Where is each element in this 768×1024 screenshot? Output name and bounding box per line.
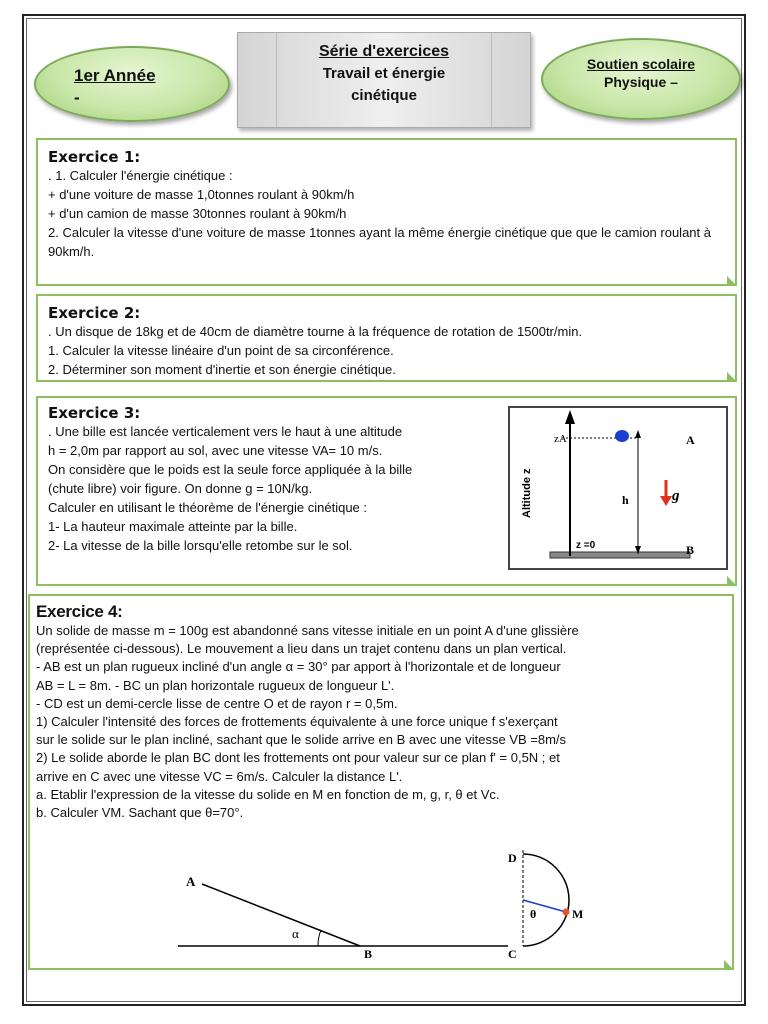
exercise-4-box (28, 594, 734, 970)
semicircle-track (523, 854, 569, 946)
theta-label: θ (530, 907, 537, 921)
exercise-4-line: AB = L = 8m. - BC un plan horizontale rugueux de longueur L'. (36, 677, 395, 693)
point-a-label: A (186, 874, 196, 889)
exercise-3-figure (508, 406, 728, 570)
exercise-2-line: . Un disque de 18kg et de 40cm de diamètre tourne à la fréquence de rotation de 1500tr/min. (48, 324, 583, 339)
point-b-label: B (686, 543, 695, 557)
height-arrow-top (635, 430, 641, 438)
inclined-plane (202, 884, 360, 946)
page-fold-corner (724, 960, 734, 970)
exercise-2-box (36, 294, 737, 382)
exercise-2-line: 2. Déterminer son moment d'inertie et son énergie cinétique. (48, 362, 396, 377)
page-fold-corner (727, 276, 737, 286)
page-fold-corner (727, 576, 737, 586)
subject-badge (541, 38, 741, 120)
h-label: h (622, 493, 629, 507)
subject-name: Physique – (604, 74, 678, 90)
exercise-1-box (36, 138, 737, 286)
alpha-label: α (292, 926, 299, 941)
exercise-1-line: + d'une voiture de masse 1,0tonnes roulant à 90km/h (48, 187, 355, 202)
z-a-label: zA (554, 433, 567, 445)
point-b-label: B (364, 947, 373, 958)
gravity-arrow-head (660, 496, 672, 506)
axis-arrow-head (565, 410, 575, 424)
point-a-label: A (686, 433, 695, 447)
exercise-3-line: 1- La hauteur maximale atteinte par la bille. (48, 519, 298, 534)
ball (615, 430, 629, 442)
exercise-1-line: . 1. Calculer l'énergie cinétique : (48, 168, 233, 183)
title-box-divider (276, 33, 277, 127)
exercise-4-figure (178, 850, 588, 958)
series-title-box (237, 32, 531, 128)
exercise-3-line: . Une bille est lancée verticalement vers le haut à une altitude (48, 424, 403, 439)
series-subtitle-2: cinétique (351, 87, 417, 104)
angle-arc (318, 930, 321, 946)
series-title: Série d'exercices (318, 43, 450, 60)
level-title: 1er Année (74, 66, 156, 85)
g-label: g (672, 488, 680, 504)
exercise-3-title: Exercice 3: (48, 404, 141, 422)
exercise-4-line: Un solide de masse m = 100g est abandonné sans vitesse initiale en un point A d'une glissière (36, 623, 579, 638)
page-fold-corner (727, 372, 737, 382)
exercise-4-line: b. Calculer VM. Sachant que θ=70°. (36, 805, 244, 821)
exercise-3-line: Calculer en utilisant le théorème de l'énergie cinétique : (48, 500, 368, 515)
exercise-1-title: Exercice 1: (48, 148, 141, 166)
point-m (563, 909, 570, 916)
exercise-2-line: 1. Calculer la vitesse linéaire d'un point de sa circonférence. (48, 343, 394, 358)
exercise-4-line: - CD est un demi-cercle lisse de centre O et de rayon r = 0,5m. (36, 695, 398, 711)
exercise-4-title: Exercice 4: (36, 602, 123, 621)
exercise-1-line: + d'un camion de masse 30tonnes roulant à 90km/h (48, 206, 347, 221)
exercise-4-line: arrive en C avec une vitesse VC = 6m/s. Calculer la distance L'. (36, 768, 403, 784)
exercise-4-line: sur le solide sur le plan incliné, sachant que le solide arrive en B avec une vitesse VB =8m/s (36, 732, 567, 748)
exercise-4-line: 1) Calculer l'intensité des forces de frottements équivalente à une force unique f s'exerçant (36, 714, 558, 730)
level-badge (34, 46, 230, 122)
exercise-4-line: 2) Le solide aborde le plan BC dont les frottements ont pour valeur sur ce plan f' = 0,5N ; et (36, 750, 560, 766)
exercise-3-line: On considère que le poids est la seule force appliquée à la bille (48, 462, 413, 477)
point-d-label: D (508, 851, 517, 865)
axis-label: Altitude z (521, 468, 533, 518)
z-zero-label: z =0 (576, 540, 596, 551)
exercise-3-line: 2- La vitesse de la bille lorsqu'elle retombe sur le sol. (48, 538, 353, 553)
exercise-3-line: (chute libre) voir figure. On donne g = 10N/kg. (48, 481, 313, 496)
exercise-2-title: Exercice 2: (48, 304, 141, 322)
level-dash: - (74, 88, 80, 107)
slide-track-diagram (178, 850, 588, 958)
exercise-1-line: 2. Calculer la vitesse d'une voiture de masse 1tonnes ayant la même énergie cinétique que que le camion roulant à 90km/h. (48, 225, 711, 259)
subject-title: Soutien scolaire (586, 56, 696, 72)
point-c-label: C (508, 947, 517, 958)
point-m-label: M (572, 907, 584, 921)
exercise-3-box (36, 396, 737, 586)
exercise-4-line: (représentée ci-dessous). Le mouvement a lieu dans un trajet contenu dans un plan vertical. (36, 641, 567, 657)
exercise-3-line: h = 2,0m par rapport au sol, avec une vitesse VA= 10 m/s. (48, 443, 383, 458)
series-subtitle-1: Travail et énergie (322, 65, 446, 82)
title-box-divider (491, 33, 492, 127)
exercise-4-line: a. Etablir l'expression de la vitesse du solide en M en fonction de m, g, r, θ et Vc. (36, 786, 500, 802)
exercise-4-line: - AB est un plan rugueux incliné d'un angle α = 30° par apport à l'horizontale et de longueur (36, 659, 561, 675)
free-fall-diagram (510, 408, 726, 568)
